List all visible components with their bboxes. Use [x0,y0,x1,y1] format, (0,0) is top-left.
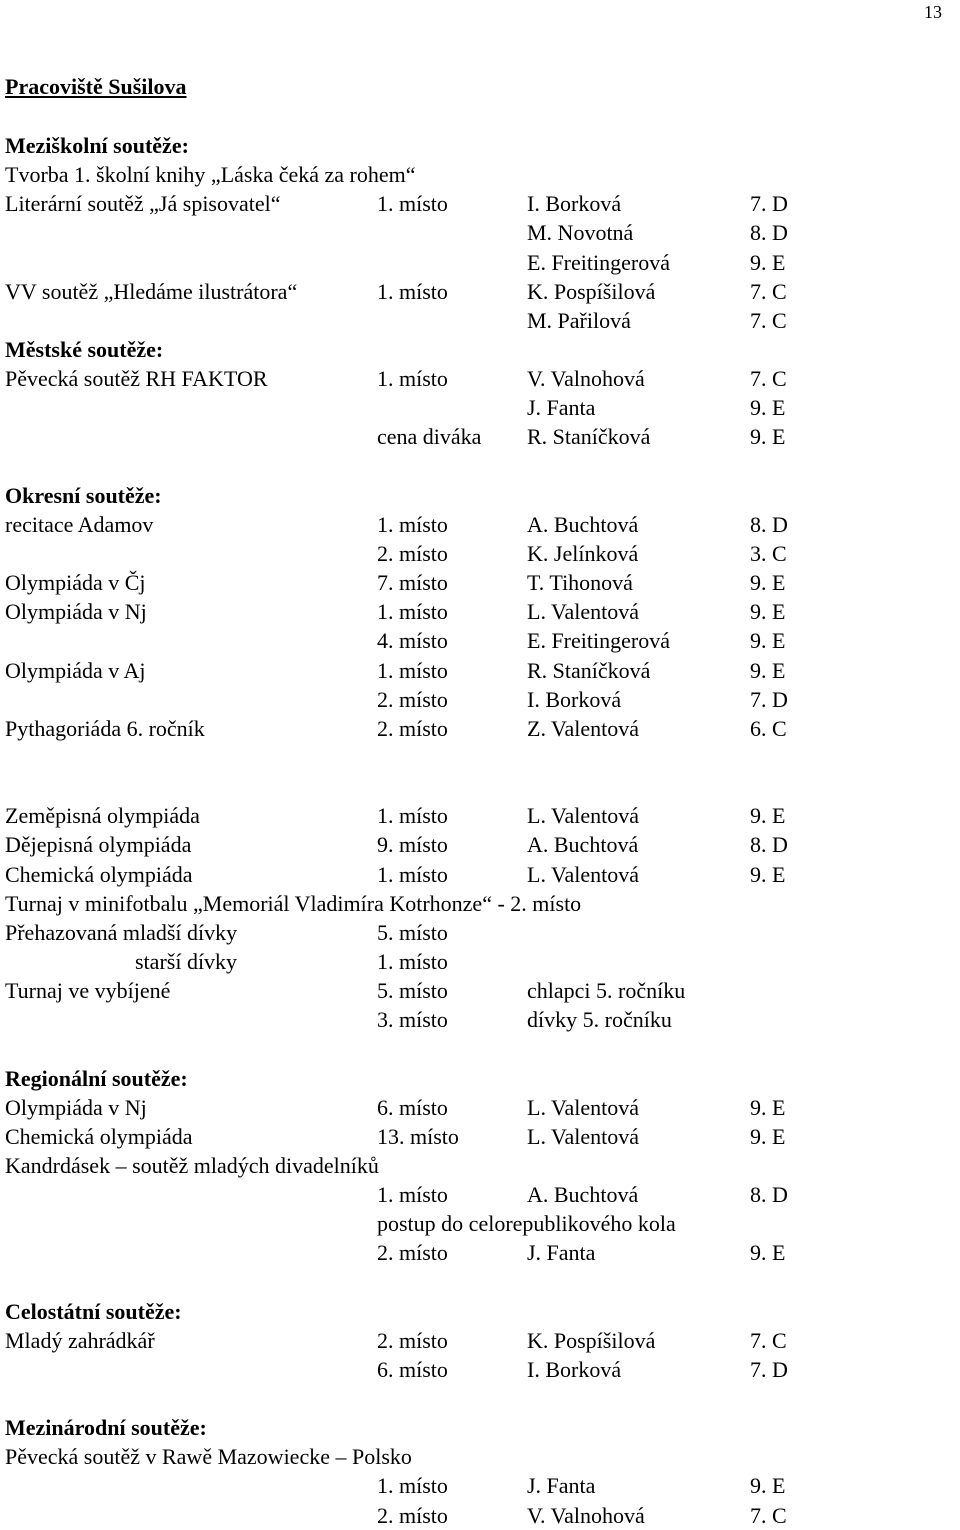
placement: 2. místo [377,540,448,566]
class: 7. D [750,686,788,712]
spacer [5,452,945,481]
placement: 1. místo [377,366,448,392]
placement: 1. místo [377,191,448,217]
student-name: V. Valnohová [527,366,645,392]
placement: 1. místo [377,1473,448,1499]
placement: 1. místo [377,511,448,537]
results-list [5,131,945,1530]
competition-name: Olympiáda v Čj [5,570,146,596]
category-heading: Meziškolní soutěže: [5,133,189,158]
placement: 2. místo [377,686,448,712]
class: 3. C [750,540,787,566]
student-name: M. Novotná [527,220,634,246]
class: 9. E [750,1123,786,1149]
result-row [5,656,945,685]
student-name: E. Freitingerová [527,628,670,654]
competition-name: VV soutěž „Hledáme ilustrátora“ [5,278,298,304]
result-row [5,218,945,247]
class: 7. C [750,1502,787,1528]
category-heading: Regionální soutěže: [5,1065,188,1091]
competition-name: Chemická olympiáda [5,861,193,887]
class: 8. D [750,832,788,858]
student-name: J. Fanta [527,1473,596,1499]
student-name: K. Pospíšilová [527,278,656,304]
result-row [5,510,945,539]
class: 9. E [750,657,786,683]
result-row [5,422,945,451]
student-name: A. Buchtová [527,832,639,858]
class: 9. E [750,1473,786,1499]
student-name: L. Valentová [527,1123,640,1149]
class: 6. C [750,715,787,741]
student-name: R. Staníčková [527,424,651,450]
competition-name: Turnaj ve vybíjené [5,978,171,1004]
student-name: K. Pospíšilová [527,1327,656,1353]
placement: 13. místo [377,1123,459,1149]
result-row [5,189,945,218]
competition-name: Chemická olympiáda [5,1123,193,1149]
student-name: Z. Valentová [527,715,640,741]
placement: postup do celorepublikového kola [377,1211,676,1237]
result-row [5,1209,945,1238]
result-row [5,1501,945,1530]
student-name: A. Buchtová [527,1182,639,1208]
student-name: I. Borková [527,686,622,712]
class: 9. E [750,570,786,596]
placement: 1. místo [377,278,448,304]
spacer [5,743,945,801]
placement: 3. místo [377,1007,448,1033]
student-name: J. Fanta [527,395,596,421]
placement: 9. místo [377,832,448,858]
student-name: T. Tihonová [527,570,633,596]
category-heading: Mezinárodní soutěže: [5,1415,207,1441]
placement: 5. místo [377,978,448,1004]
class: 8. D [750,1182,788,1208]
placement: 4. místo [377,628,448,654]
placement: cena diváka [377,424,482,450]
placement: 7. místo [377,570,448,596]
class: 9. E [750,628,786,654]
competition-name: Kandrdásek – soutěž mladých divadelníků [5,1152,379,1178]
placement: 6. místo [377,1356,448,1382]
spacer [5,1268,945,1297]
placement: 1. místo [377,599,448,625]
result-row [5,1122,945,1151]
class: 9. E [750,1240,786,1266]
placement: 6. místo [377,1094,448,1120]
result-row [5,1151,945,1180]
result-row [5,393,945,422]
competition-name: Pěvecká soutěž v Rawě Mazowiecke – Polsko [5,1444,412,1470]
category-heading: Okresní soutěže: [5,482,162,508]
class: 8. D [750,511,788,537]
competition-name: Dějepisná olympiáda [5,832,192,858]
result-row [5,860,945,889]
student-name: R. Staníčková [527,657,651,683]
spacer [5,1034,945,1063]
competition-name: recitace Adamov [5,511,154,537]
competition-name: Olympiáda v Nj [5,599,147,625]
class: 7. D [750,1356,788,1382]
class: 7. C [750,278,787,304]
spacer [5,1384,945,1413]
class: 8. D [750,220,788,246]
student-name: K. Jelínková [527,540,639,566]
student-name: L. Valentová [527,803,640,829]
result-row [5,714,945,743]
placement: 1. místo [377,861,448,887]
student-name: chlapci 5. ročníku [527,978,686,1004]
result-row [5,1471,945,1500]
placement: 1. místo [377,948,448,974]
result-row [5,597,945,626]
competition-name: Zeměpisná olympiáda [5,803,200,829]
result-row [5,830,945,859]
page-number: 13 [924,2,942,22]
student-name: J. Fanta [527,1240,596,1266]
result-row [5,1326,945,1355]
category-heading: Městské soutěže: [5,336,164,362]
student-name: E. Freitingerová [527,249,670,275]
competition-name: Pěvecká soutěž RH FAKTOR [5,366,268,392]
result-row [5,947,945,976]
class: 9. E [750,1094,786,1120]
result-row [5,1005,945,1034]
result-row [5,277,945,306]
placement: 2. místo [377,715,448,741]
competition-name: Turnaj v minifotbalu „Memoriál Vladimíra Kotrhonze“ - 2. místo [5,890,582,916]
competition-name: Olympiáda v Aj [5,657,146,683]
result-row [5,685,945,714]
class: 9. E [750,803,786,829]
competition-name: Olympiáda v Nj [5,1094,147,1120]
student-name: I. Borková [527,1356,622,1382]
result-row [5,1442,945,1471]
result-row [5,1093,945,1122]
class: 7. D [750,191,788,217]
result-row [5,248,945,277]
placement: 5. místo [377,919,448,945]
placement: 1. místo [377,803,448,829]
class: 7. C [750,1327,787,1353]
result-row [5,1355,945,1384]
placement: 1. místo [377,1182,448,1208]
placement: 1. místo [377,657,448,683]
section-title: Pracoviště Sušilova [5,74,187,99]
placement: 2. místo [377,1502,448,1528]
competition-name: Literární soutěž „Já spisovatel“ [5,191,281,217]
result-row [5,976,945,1005]
result-row [5,801,945,830]
student-name: L. Valentová [527,861,640,887]
competition-name: Přehazovaná mladší dívky [5,919,238,945]
student-name: I. Borková [527,191,622,217]
competition-name: Pythagoriáda 6. ročník [5,715,205,741]
class: 9. E [750,424,786,450]
placement: 2. místo [377,1327,448,1353]
result-row [5,364,945,393]
student-name: A. Buchtová [527,511,639,537]
student-name: V. Valnohová [527,1502,645,1528]
student-name: L. Valentová [527,599,640,625]
competition-name: Mladý zahrádkář [5,1327,155,1353]
result-row [5,539,945,568]
class: 9. E [750,249,786,275]
result-row [5,626,945,655]
competition-subname: starší dívky [135,948,238,974]
result-row [5,889,945,918]
category-heading: Celostátní soutěže: [5,1298,182,1324]
student-name: M. Pařilová [527,307,631,333]
placement: 2. místo [377,1240,448,1266]
student-name: dívky 5. ročníku [527,1007,672,1033]
class: 7. C [750,366,787,392]
class: 9. E [750,599,786,625]
result-row [5,1180,945,1209]
result-row [5,568,945,597]
class: 9. E [750,861,786,887]
result-row [5,306,945,335]
result-row [5,1238,945,1267]
student-name: L. Valentová [527,1094,640,1120]
result-row [5,918,945,947]
class: 9. E [750,395,786,421]
result-row [5,160,945,189]
competition-name: Tvorba 1. školní knihy „Láska čeká za rohem“ [5,162,416,188]
class: 7. C [750,307,787,333]
